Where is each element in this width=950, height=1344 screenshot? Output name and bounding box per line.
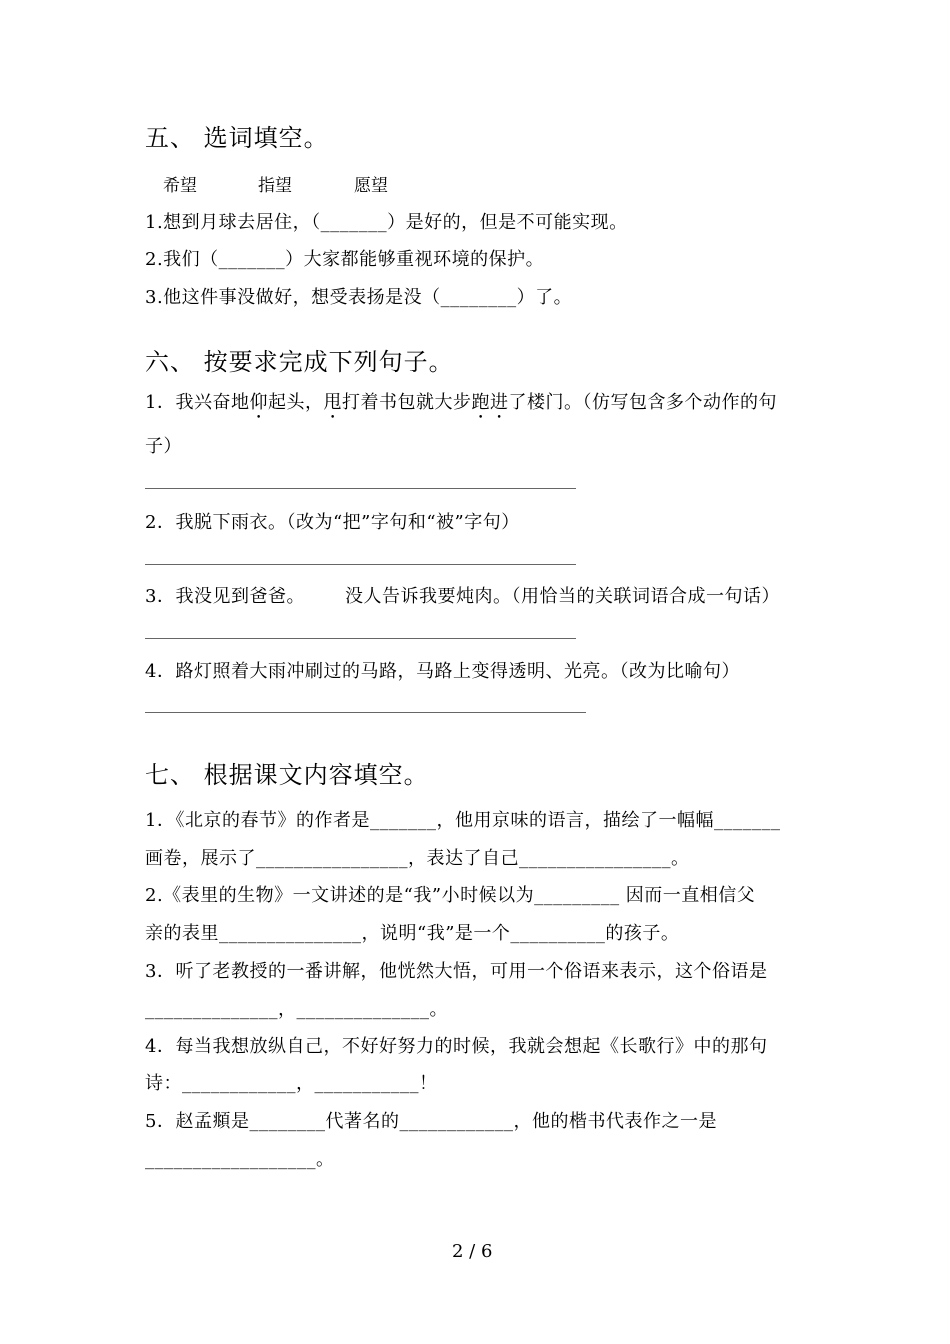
answer-line-4[interactable]: [145, 712, 586, 713]
s6-question-3b: 没人告诉我要炖肉。（用恰当的关联词语合成一句话）: [345, 586, 780, 607]
s7-question-5a: 5．赵孟頫是________代著名的____________，他的楷书代表作之一是: [145, 1111, 717, 1132]
s6-q1-mid-1: 起头，: [267, 392, 324, 413]
s5-question-2: 2.我们（_______）大家都能够重视环境的保护。: [145, 249, 545, 270]
s6-question-4: 4．路灯照着大雨冲刷过的马路，马路上变得透明、光亮。（改为比喻句）: [145, 661, 740, 682]
s7-question-3a: 3．听了老教授的一番讲解，他恍然大悟，可用一个俗语来表示，这个俗语是: [145, 961, 768, 982]
s7-question-3b: ______________，______________。: [145, 999, 448, 1020]
s6-q1-post: 了楼门。（仿写包含多个动作的句: [508, 392, 777, 413]
s6-question-2: 2．我脱下雨衣。（改为“把”字句和“被”字句）: [145, 512, 520, 533]
s6-q1-mid-2: 打着书包就大步: [341, 392, 472, 413]
s7-question-4a: 4．每当我想放纵自己，不好好努力的时候，我就会想起《长歌行》中的那句: [145, 1036, 768, 1057]
s5-question-1: 1.想到月球去居住，（_______）是好的，但是不可能实现。: [145, 212, 628, 233]
s6-q1-verb-2: 甩: [323, 392, 342, 413]
s7-question-1a: 1．《北京的春节》的作者是_______，他用京味的语言，描绘了一幅幅_______: [145, 810, 781, 831]
section-6-title: 六、 按要求完成下列句子。: [145, 348, 454, 376]
s5-question-3: 3.他这件事没做好，想受表扬是没（________）了。: [145, 287, 573, 308]
answer-line-1[interactable]: [145, 488, 576, 489]
section-7-title: 七、 根据课文内容填空。: [145, 761, 429, 789]
s7-question-2a: 2.《表里的生物》一文讲述的是“我”小时候以为_________ 因而一直相信父: [145, 885, 756, 906]
page-number: 2 / 6: [452, 1241, 493, 1262]
s7-question-1b: 画卷，展示了________________，表达了自己________________。: [145, 848, 690, 869]
s6-question-1: [145, 388, 777, 423]
section-5-title: 五、 选词填空。: [145, 124, 329, 152]
word-option-3: 愿望: [354, 176, 388, 196]
s6-q1-verb-1: 仰: [249, 392, 268, 413]
s6-question-3a: 3．我没见到爸爸。: [145, 586, 305, 607]
s6-q1-verb-4: 进: [489, 392, 509, 413]
s7-question-2b: 亲的表里_______________，说明“我”是一个__________的孩子。: [145, 923, 680, 944]
s6-q1-verb-3: 跑: [471, 392, 490, 413]
s7-question-4b: 诗：____________，___________！: [145, 1073, 438, 1094]
answer-line-3[interactable]: [145, 638, 576, 639]
answer-line-2[interactable]: [145, 564, 576, 565]
s6-question-1-cont: 子）: [145, 436, 182, 457]
word-option-1: 希望: [163, 176, 197, 196]
word-option-2: 指望: [258, 176, 292, 196]
s7-question-5b: __________________。: [145, 1149, 335, 1170]
s6-q1-pre: 1．我兴奋地: [145, 392, 250, 413]
